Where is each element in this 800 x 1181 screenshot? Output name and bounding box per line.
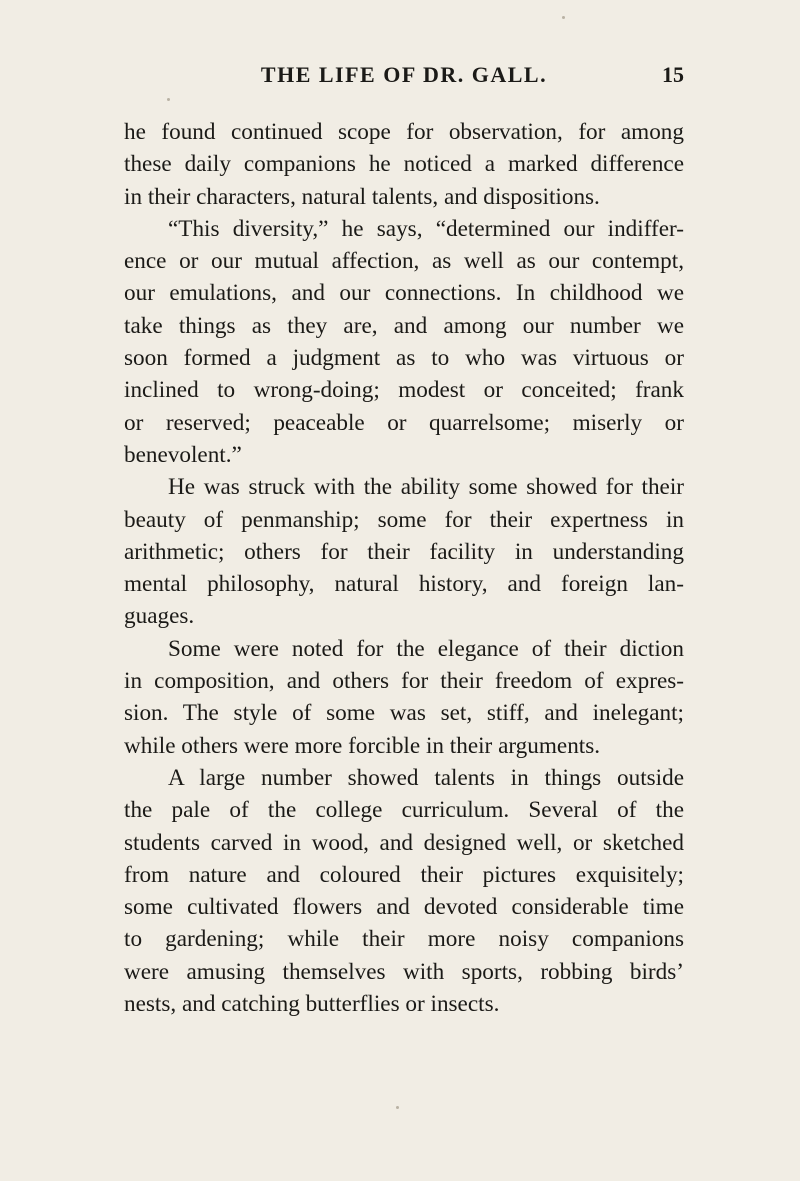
running-title: THE LIFE OF DR. GALL. — [260, 62, 548, 87]
text-line: soon formed a judgment as to who was virtuous or — [124, 345, 684, 372]
paper-speck — [167, 98, 170, 101]
text-line: He was struck with the ability some showed for their — [168, 474, 684, 501]
page-number: 15 — [662, 62, 684, 87]
text-line: Some were noted for the elegance of their diction — [168, 635, 684, 662]
text-line: arithmetic; others for their facility in understanding — [124, 538, 684, 565]
paper-speck — [562, 16, 565, 19]
text-line: students carved in wood, and designed well, or sketched — [124, 829, 684, 856]
text-line: to gardening; while their more noisy companions — [124, 926, 684, 953]
text-line: take things as they are, and among our number we — [124, 312, 684, 339]
text-line: or reserved; peaceable or quarrelsome; miserly or — [124, 409, 684, 436]
text-line: our emulations, and our connections. In childhood we — [124, 280, 684, 307]
text-line: these daily companions he noticed a marked difference — [124, 151, 684, 178]
text-line: beauty of penmanship; some for their expertness in — [124, 506, 684, 533]
text-line: he found continued scope for observation, for among — [124, 119, 684, 145]
text-line: guages. — [124, 603, 195, 630]
text-line: nests, and catching butterflies or insects. — [124, 991, 500, 1018]
paper-speck — [396, 1106, 399, 1109]
running-head — [124, 58, 684, 92]
text-line: sion. The style of some was set, stiff, and inelegant; — [124, 700, 684, 727]
text-line: “This diversity,” he says, “determined our indiffer- — [168, 215, 684, 242]
text-line: benevolent.” — [124, 441, 242, 468]
text-line: in composition, and others for their freedom of expres- — [124, 668, 684, 695]
text-line: in their characters, natural talents, and dispositions. — [124, 183, 600, 210]
text-line: while others were more forcible in their arguments. — [124, 732, 601, 759]
text-line: A large number showed talents in things outside — [168, 764, 684, 791]
text-line: were amusing themselves with sports, robbing birds’ — [124, 958, 684, 985]
text-line: the pale of the college curriculum. Several of the — [124, 797, 684, 824]
text-line: mental philosophy, natural history, and foreign lan- — [124, 571, 684, 598]
text-line: ence or our mutual affection, as well as our contempt, — [124, 248, 684, 275]
body-text — [124, 116, 684, 1020]
text-line: inclined to wrong-doing; modest or conceited; frank — [124, 377, 684, 404]
text-line: from nature and coloured their pictures exquisitely; — [124, 861, 684, 888]
text-line: some cultivated flowers and devoted considerable time — [124, 894, 684, 921]
